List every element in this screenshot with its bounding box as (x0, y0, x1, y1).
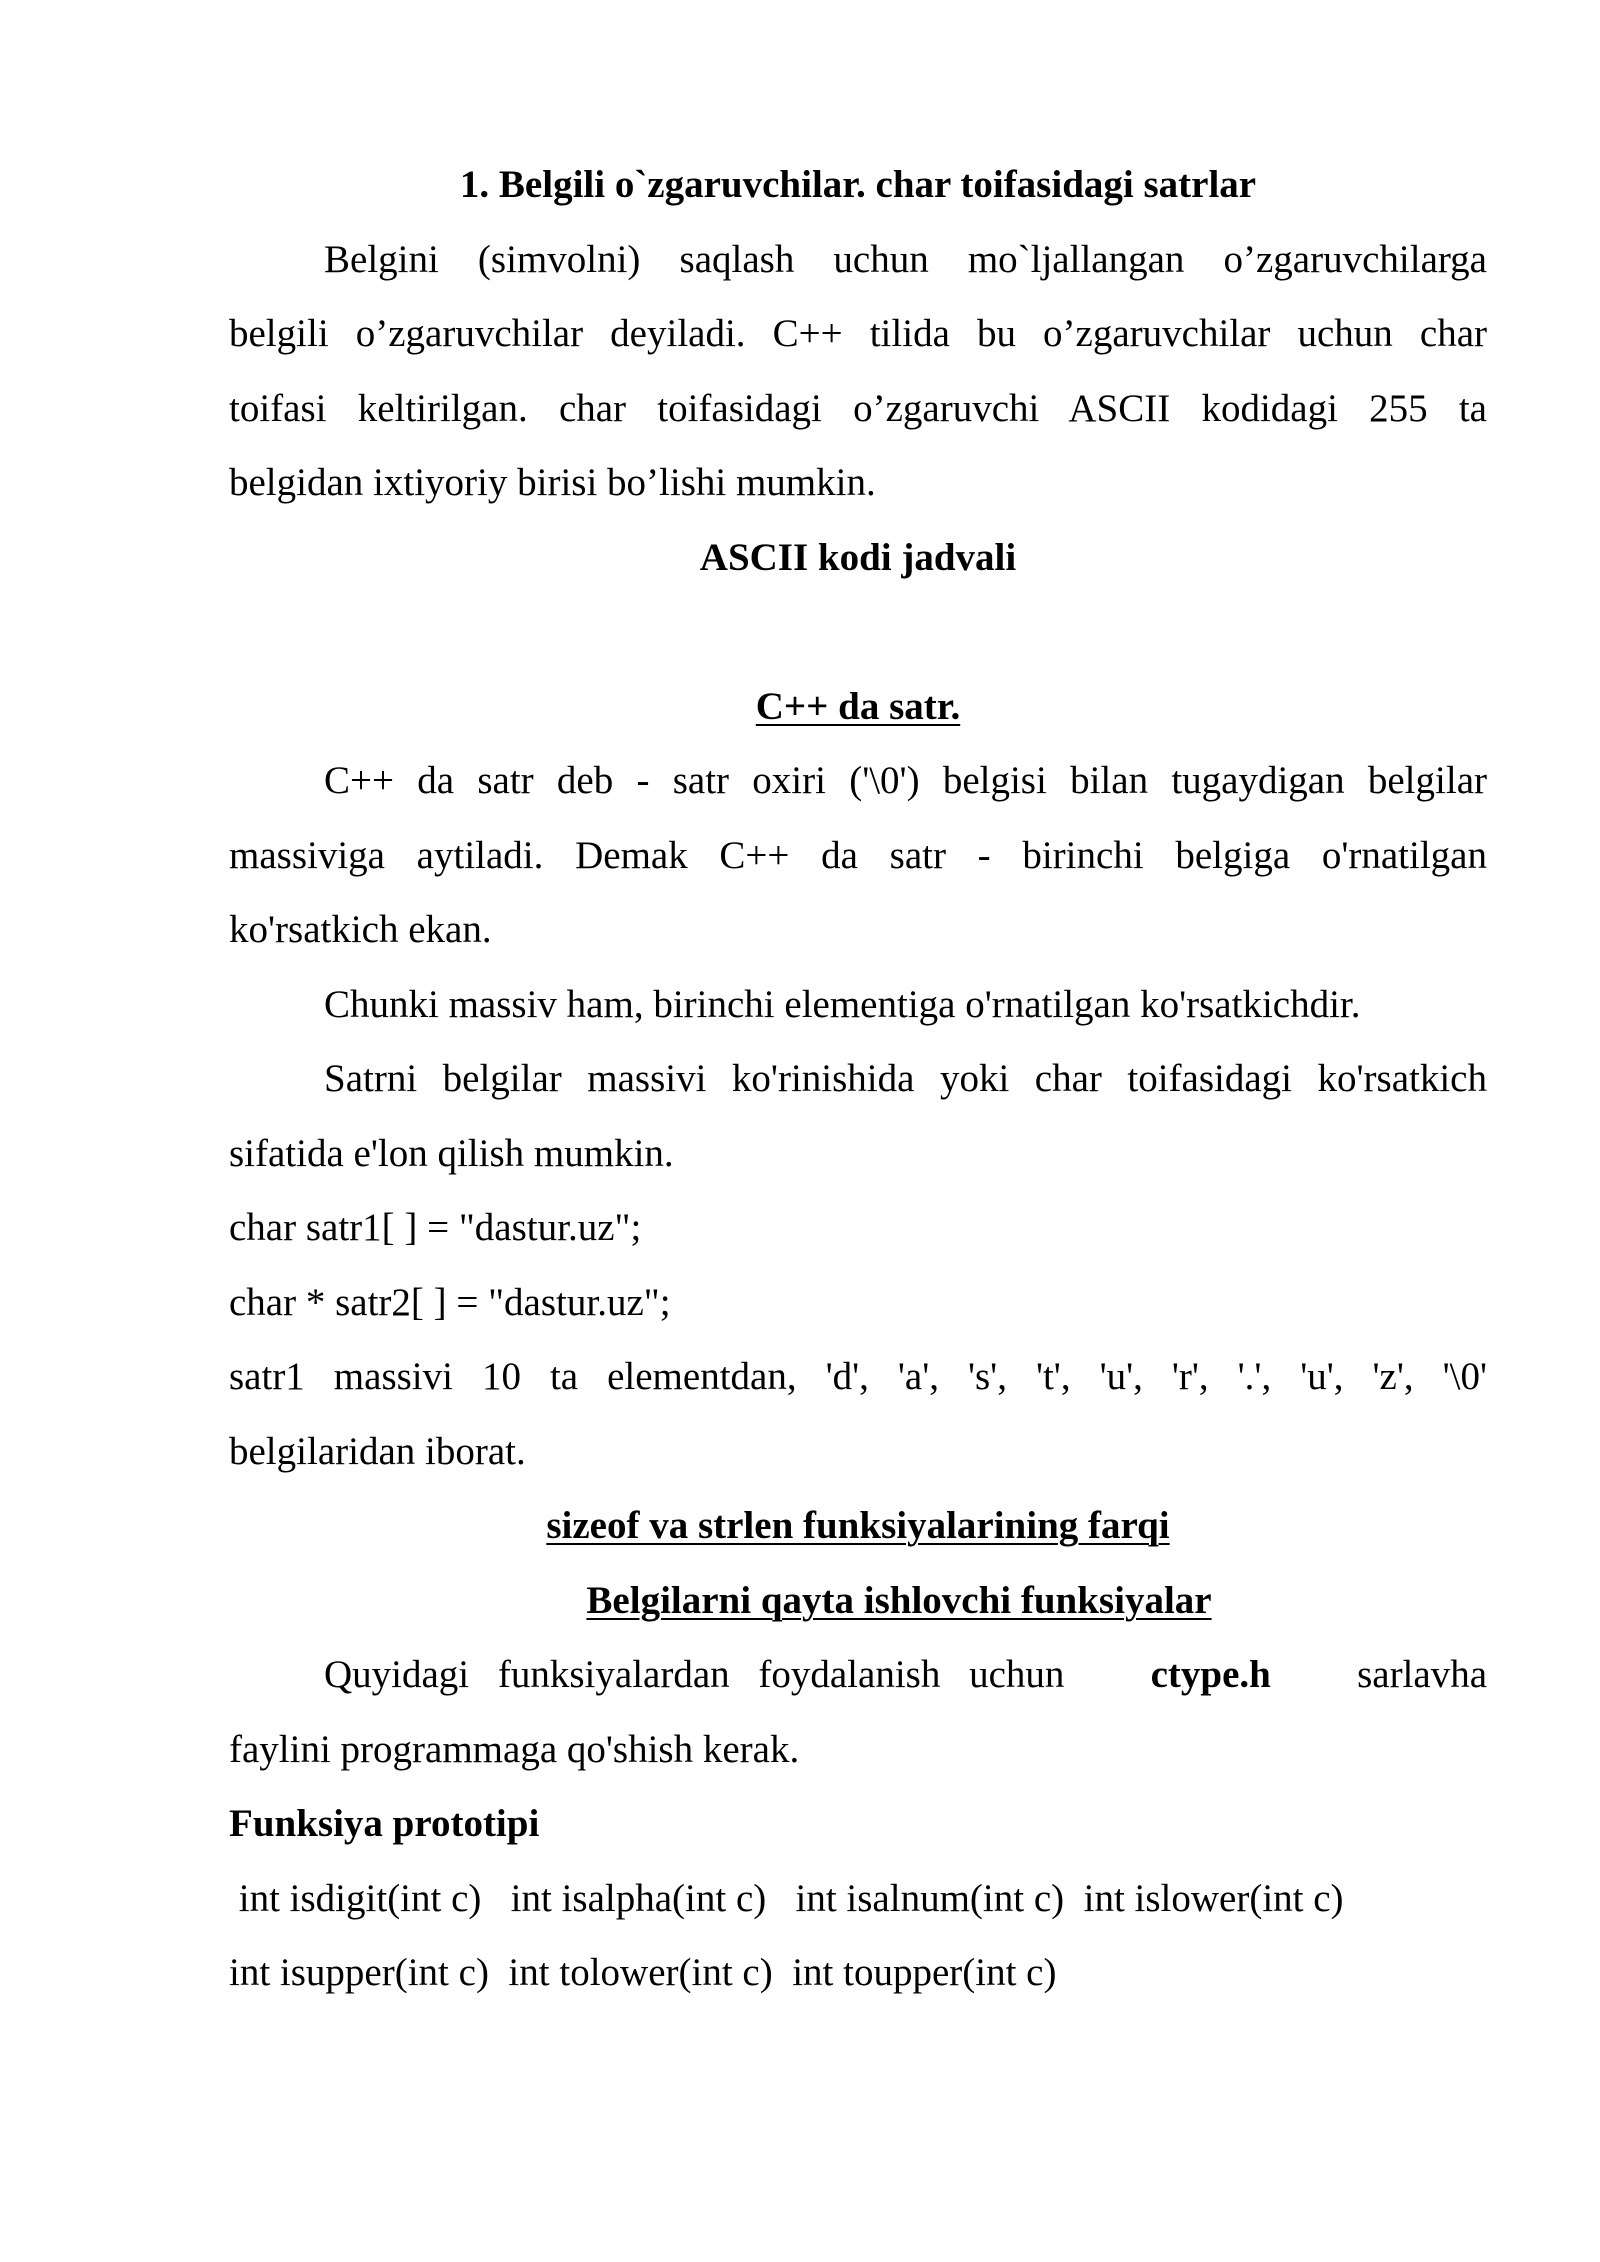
paragraph-line: Satrni belgilar massivi ko'rinishida yoki char toifasidagi ko'rsatkich (324, 1057, 1487, 1100)
paragraph-line: faylini programmaga qo'shish kerak. (229, 1727, 800, 1771)
code-line: char satr1[ ] = "dastur.uz"; (229, 1206, 642, 1249)
paragraph-line: Chunki massiv ham, birinchi elementiga o'rnatilgan ko'rsatkichdir. (324, 982, 1361, 1026)
paragraph-line: ko'rsatkich ekan. (229, 908, 492, 951)
paragraph-line: belgili o’zgaruvchilar deyiladi. C++ tilida bu o’zgaruvchilar uchun char (229, 312, 1487, 355)
paragraph-line: belgidan ixtiyoriy birisi bo’lishi mumkin. (229, 461, 876, 504)
blank-line (229, 595, 1487, 670)
prototype-line: int isdigit(int c) int isalpha(int c) int isalnum(int c) int islower(int c) (229, 1876, 1344, 1920)
ctype-header-name: ctype.h (1150, 1653, 1271, 1696)
satr-heading-text: C++ da satr. (755, 684, 961, 728)
paragraph-text: Quyidagi funksiyalardan foydalanish uchun (324, 1653, 1065, 1696)
paragraph-line: C++ da satr deb - satr oxiri ('\0') belgisi bilan tugaydigan belgilar (324, 759, 1487, 802)
functions-heading-text: Belgilarni qayta ishlovchi funksiyalar (586, 1578, 1212, 1622)
paragraph-line: Belgini (simvolni) saqlash uchun mo`ljallangan o’zgaruvchilarga (324, 237, 1487, 281)
code-line: char * satr2[ ] = "dastur.uz"; (229, 1280, 671, 1324)
sizeof-heading-text: sizeof va strlen funksiyalarining farqi (546, 1504, 1170, 1547)
paragraph-text: sarlavha (1357, 1653, 1488, 1696)
sizeof-heading (229, 1489, 1487, 1564)
ascii-heading: ASCII kodi jadvali (699, 535, 1017, 579)
paragraph-line: belgilaridan iborat. (229, 1429, 526, 1473)
section-heading: 1. Belgili o`zgaruvchilar. char toifasidagi satrlar (459, 163, 1257, 206)
paragraph-line: satr1 massivi 10 ta elementdan, 'd', 'a', 's', 't', 'u', 'r', '.', 'u', 'z', '\0' (229, 1355, 1487, 1398)
paragraph-line (229, 1638, 1487, 1713)
paragraph-line: toifasi keltirilgan. char toifasidagi o’zgaruvchi ASCII kodidagi 255 ta (229, 386, 1487, 430)
prototype-heading: Funksiya prototipi (229, 1802, 540, 1845)
paragraph-line: sifatida e'lon qilish mumkin. (229, 1131, 674, 1175)
paragraph-line: massiviga aytiladi. Demak C++ da satr - birinchi belgiga o'rnatilgan (229, 833, 1487, 877)
satr-heading (229, 670, 1487, 745)
functions-heading (229, 1564, 1487, 1639)
prototype-line: int isupper(int c) int tolower(int c) int toupper(int c) (229, 1951, 1057, 1994)
